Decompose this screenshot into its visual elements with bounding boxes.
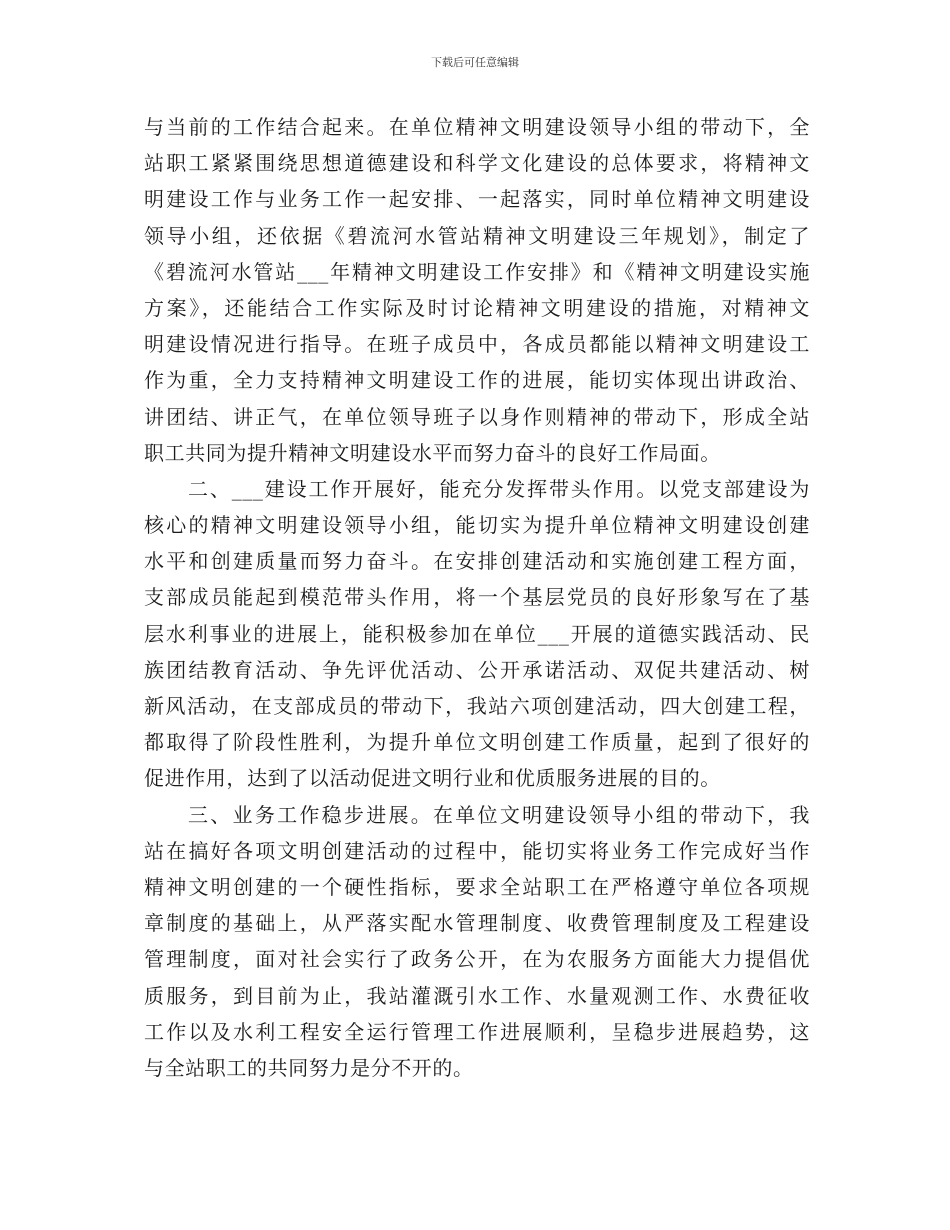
text-line: 族团结教育活动、争先评优活动、公开承诺活动、双促共建活动、树 (144, 657, 810, 682)
text-line: 质服务，到目前为止，我站灌溉引水工作、水量观测工作、水费征收 (144, 983, 810, 1008)
text-line: 层水利事业的进展上，能积极参加在单位___开展的道德实践活动、民 (144, 621, 810, 646)
text-line: 与全站职工的共同努力是分不开的。 (144, 1055, 474, 1080)
document-body (144, 109, 810, 1086)
page-header: 下载后可任意编辑 (431, 56, 519, 69)
text-line: 水平和创建质量而努力奋斗。在安排创建活动和实施创建工程方面， (144, 549, 810, 574)
text-line: 站在搞好各项文明创建活动的过程中，能切实将业务工作完成好当作 (144, 838, 810, 863)
paragraph-first-line: 三、业务工作稳步进展。在单位文明建设领导小组的带动下，我 (188, 802, 810, 827)
text-line: 讲团结、讲正气，在单位领导班子以身作则精神的带动下，形成全站 (144, 404, 810, 429)
text-line: 站职工紧紧围绕思想道德建设和科学文化建设的总体要求，将精神文 (144, 151, 810, 176)
paragraph-first-line: 二、___建设工作开展好，能充分发挥带头作用。以党支部建设为 (188, 476, 810, 501)
text-line: 都取得了阶段性胜利，为提升单位文明创建工作质量，起到了很好的 (144, 730, 810, 755)
text-line: 《碧流河水管站___年精神文明建设工作安排》和《精神文明建设实施 (144, 259, 810, 284)
text-line: 促进作用，达到了以活动促进文明行业和优质服务进展的目的。 (144, 766, 721, 791)
text-line: 核心的精神文明建设领导小组，能切实为提升单位精神文明建设创建 (144, 513, 810, 538)
text-line: 职工共同为提升精神文明建设水平而努力奋斗的良好工作局面。 (144, 440, 721, 465)
text-line: 明建设情况进行指导。在班子成员中，各成员都能以精神文明建设工 (144, 332, 810, 357)
text-line: 作为重，全力支持精神文明建设工作的进展，能切实体现出讲政治、 (144, 368, 810, 393)
text-line: 精神文明创建的一个硬性指标，要求全站职工在严格遵守单位各项规 (144, 874, 810, 899)
text-line: 管理制度，面对社会实行了政务公开，在为农服务方面能大力提倡优 (144, 947, 810, 972)
text-line: 章制度的基础上，从严落实配水管理制度、收费管理制度及工程建设 (144, 911, 810, 936)
text-line: 支部成员能起到模范带头作用，将一个基层党员的良好形象写在了基 (144, 585, 810, 610)
text-line: 领导小组，还依据《碧流河水管站精神文明建设三年规划》，制定了 (144, 223, 810, 248)
text-line: 与当前的工作结合起来。在单位精神文明建设领导小组的带动下，全 (144, 115, 810, 139)
text-line: 新风活动，在支部成员的带动下，我站六项创建活动，四大创建工程， (144, 694, 810, 718)
text-line: 方案》，还能结合工作实际及时讨论精神文明建设的措施，对精神文 (144, 295, 810, 320)
text-line: 明建设工作与业务工作一起安排、一起落实，同时单位精神文明建设 (144, 187, 810, 212)
text-line: 工作以及水利工程安全运行管理工作进展顺利，呈稳步进展趋势，这 (144, 1019, 810, 1044)
